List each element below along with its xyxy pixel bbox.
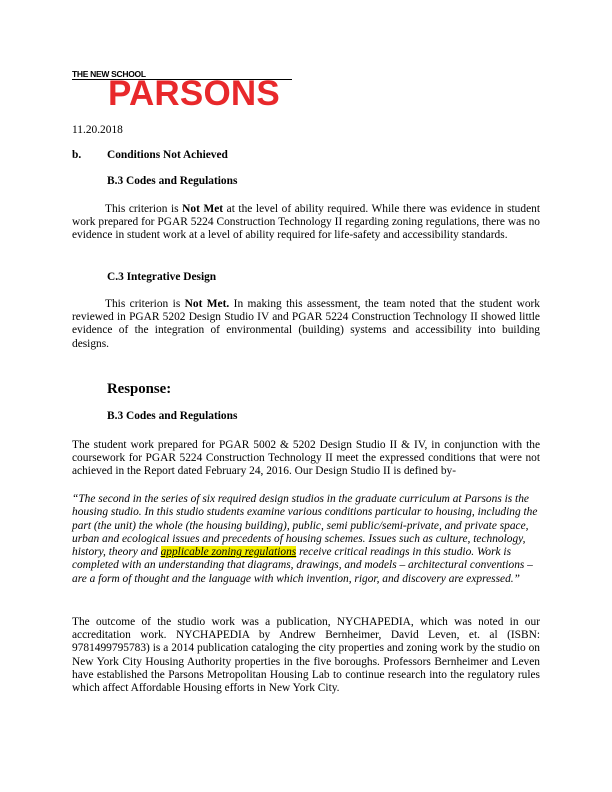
response-intro-paragraph: The student work prepared for PGAR 5002 & 5202 Design Studio II & IV, in conjunction with the coursework for PGAR 5224 Construction Technology II meet the expressed conditions that were not achieved in the Report dated February 24, 2016. Our Design Studio II is defined by-	[72, 439, 540, 478]
quote-text-rest: receive critical readings in this studio. Work is completed with an understanding that diagrams, drawings, and models – architectural conventions – are a form of thought and the language with which invention, rigor, and discovery are expressed.”	[72, 546, 533, 585]
criterion-b3-status: Not Met	[182, 203, 224, 215]
logo-school: PARSONS	[108, 74, 280, 113]
section-label: b.	[72, 149, 82, 161]
criterion-b3-paragraph	[72, 203, 540, 243]
logo-institution: THE NEW SCHOOL	[72, 69, 146, 79]
section-title: Conditions Not Achieved	[107, 149, 228, 161]
criterion-b3-heading: B.3 Codes and Regulations	[107, 175, 238, 187]
studio-definition-quote	[72, 493, 542, 586]
outcome-paragraph: The outcome of the studio work was a publication, NYCHAPEDIA, which was noted in our accreditation work. NYCHAPEDIA by Andrew Bernheimer, David Leven, et. al (ISBN: 9781499795783) is a 2014 publication cataloging the city properties and zoning work by the studio on New York City Housing Authority properties in the five boroughs. Professors Bernheimer and Leven have established the Parsons Metropolitan Housing Lab to continue research into the regulatory rules which affect Affordable Housing efforts in New York City.	[72, 616, 540, 695]
criterion-b3-text: This criterion is	[105, 203, 183, 215]
response-subheading: B.3 Codes and Regulations	[107, 410, 238, 422]
response-heading: Response:	[107, 381, 172, 397]
criterion-c3-heading: C.3 Integrative Design	[107, 271, 217, 283]
criterion-c3-text: This criterion is	[105, 298, 185, 310]
highlighted-phrase: applicable zoning regulations	[160, 546, 297, 559]
criterion-c3-text-rest: In making this assessment, the team noted that the student work reviewed in PGAR 5202 Design Studio IV and PGAR 5224 Construction Technology II showed little evidence of the integration of environmental (building) systems and accessibility into building designs.	[72, 298, 540, 350]
document-date: 11.20.2018	[72, 124, 123, 136]
parsons-logo	[72, 69, 292, 113]
criterion-c3-status: Not Met.	[184, 298, 230, 310]
quote-text: “The second in the series of six required design studios in the graduate curriculum at Parsons is the housing studio. In this studio students examine various conditions particular to housing, including the part (the unit) the whole (the housing building), public, semi public/semi-private, and private space, urban and ecological issues and precedents of housing schemes. Issues such as culture, technology, history, theory and	[72, 493, 538, 559]
criterion-c3-paragraph	[72, 298, 540, 351]
criterion-b3-text-rest: at the level of ability required. While there was evidence in student work prepared for PGAR 5224 Construction Technology II regarding zoning regulations, there was no evidence in student work at a level of ability required for life-safety and accessibility standards.	[72, 203, 540, 242]
